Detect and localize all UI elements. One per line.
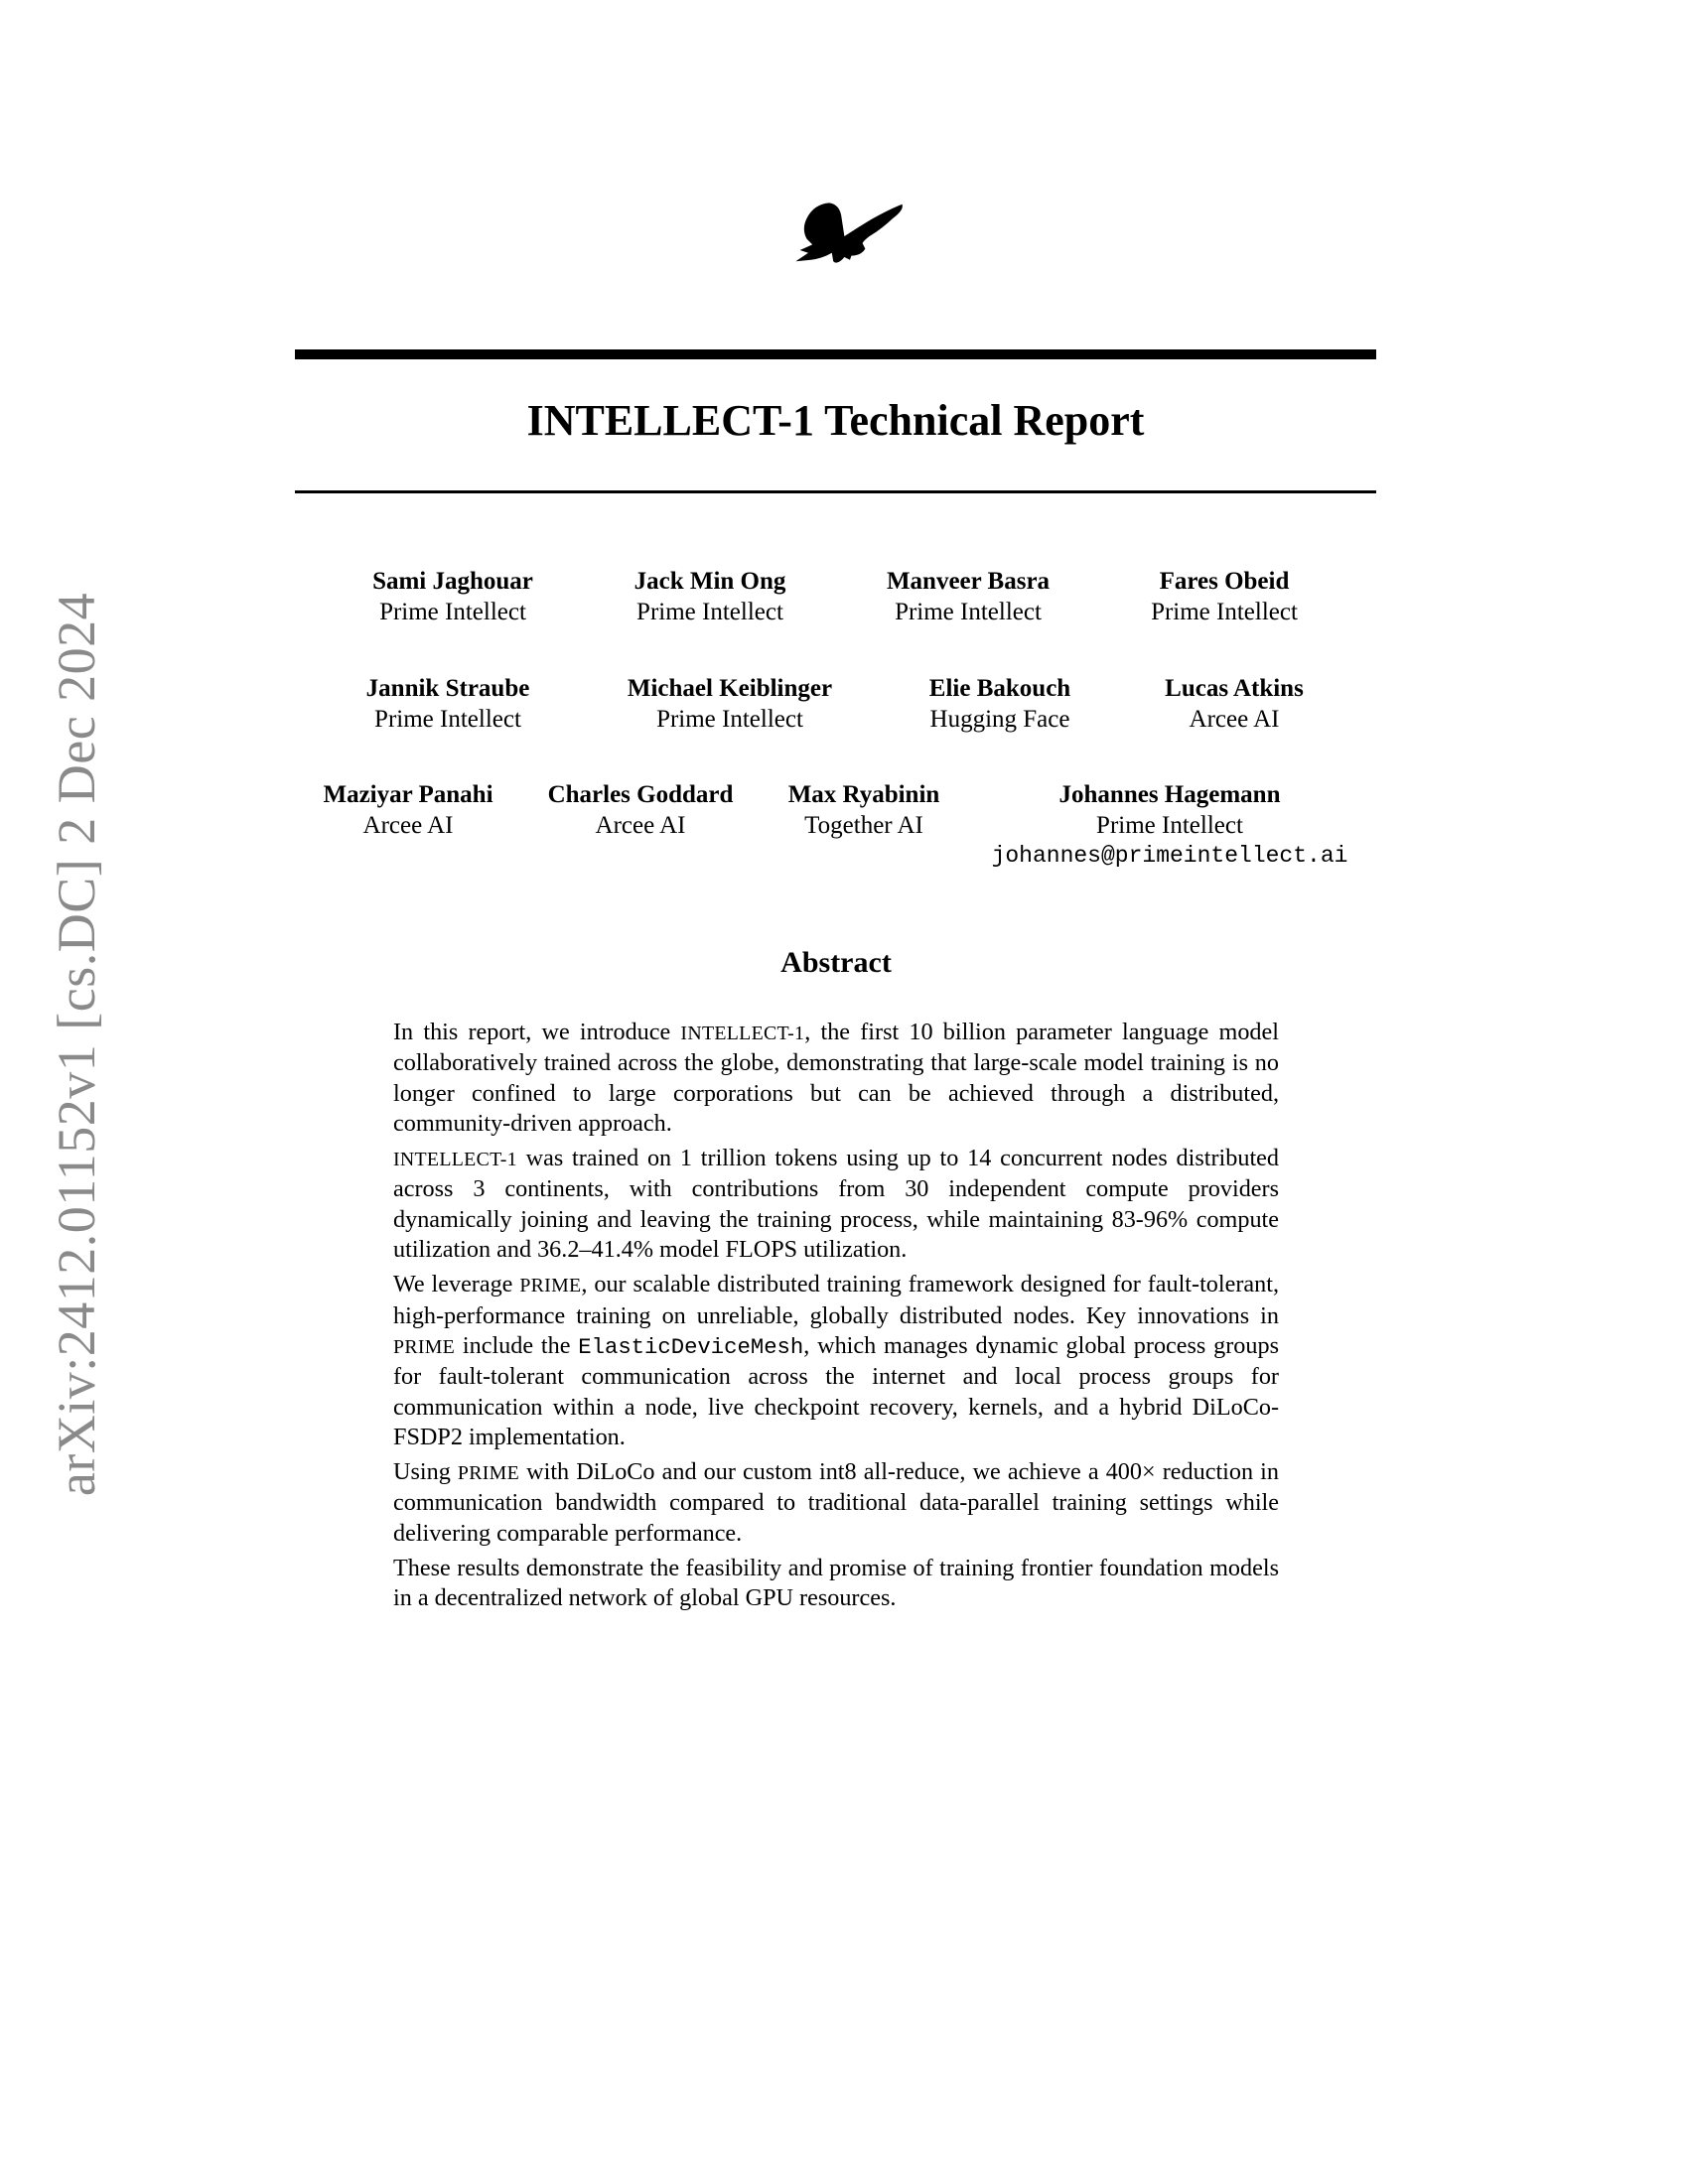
text: was trained on 1 trillion tokens using up to 14 concurrent nodes distributed across 3 continents, with contributions from 30 independent compute providers dynamically joining and leaving the training process, while maintaining 83-96% compute utilization and 36.2–41.4% model FLOPS utilization. (393, 1145, 1279, 1264)
butterfly-logo-icon (767, 191, 906, 275)
author-name: Sami Jaghouar (372, 568, 533, 595)
text: We leverage (393, 1271, 520, 1298)
framework-name: PRIME (519, 1275, 582, 1297)
author-email-link[interactable]: johannes@primeintellect.ai (991, 843, 1348, 869)
author-affiliation: Together AI (804, 812, 923, 839)
title-rule (295, 490, 1376, 493)
arxiv-identifier-stamp: arXiv:2412.01152v1 [cs.DC] 2 Dec 2024 (47, 592, 106, 1497)
author-block (1151, 566, 1298, 627)
author-block (323, 779, 492, 841)
author-name: Lucas Atkins (1165, 675, 1304, 702)
author-block (992, 779, 1348, 872)
model-name: INTELLECT-1 (393, 1149, 517, 1171)
author-block (628, 673, 832, 735)
text: include the (455, 1331, 579, 1359)
abstract-paragraph (393, 1018, 1279, 1139)
author-affiliation: Prime Intellect (656, 706, 803, 733)
author-name: Elie Bakouch (928, 675, 1071, 702)
author-affiliation: Arcee AI (1189, 706, 1280, 733)
author-name: Michael Keiblinger (627, 675, 833, 702)
author-affiliation: Prime Intellect (1096, 812, 1243, 839)
author-block (372, 566, 533, 627)
author-block (929, 673, 1070, 735)
author-name: Jack Min Ong (633, 568, 786, 595)
author-name: Jannik Straube (365, 675, 530, 702)
author-block (1165, 673, 1304, 735)
author-block (887, 566, 1050, 627)
author-name: Charles Goddard (547, 781, 734, 808)
text: , our scalable distributed training framework designed for fault-tolerant, high-performance training on unreliable, globally distributed nodes. Key innovations in (393, 1271, 1279, 1329)
text: with DiLoCo and our custom int8 all-reduce, we achieve a 400× reduction in communication bandwidth compared to traditional data-parallel training settings while delivering comparable performance. (393, 1458, 1279, 1547)
author-affiliation: Prime Intellect (379, 599, 526, 625)
abstract-body (393, 1018, 1279, 1619)
code-term: ElasticDeviceMesh (578, 1333, 804, 1360)
author-affiliation: Arcee AI (362, 812, 454, 839)
text: Using (393, 1458, 458, 1486)
author-block (548, 779, 734, 841)
abstract-paragraph (393, 1457, 1279, 1549)
text: , the first 10 billion parameter language model collaboratively trained across the globe, demonstrating that large-scale model training is no longer confined to large corporations but can be achieved through a distributed, community-driven approach. (393, 1019, 1279, 1137)
author-name: Max Ryabinin (787, 781, 940, 808)
author-block (634, 566, 786, 627)
abstract-heading: Abstract (780, 946, 892, 979)
paper-title: INTELLECT-1 Technical Report (526, 396, 1145, 445)
top-rule (295, 349, 1376, 359)
author-name: Johannes Hagemann (1058, 781, 1281, 808)
author-name: Maziyar Panahi (323, 781, 493, 808)
author-block (788, 779, 940, 841)
author-affiliation: Prime Intellect (636, 599, 783, 625)
author-name: Fares Obeid (1159, 568, 1290, 595)
author-affiliation: Arcee AI (595, 812, 686, 839)
abstract-paragraph (393, 1270, 1279, 1452)
author-name: Manveer Basra (886, 568, 1051, 595)
framework-name: PRIME (393, 1335, 456, 1358)
text: , which manages dynamic global process groups for fault-tolerant communication across the internet and local process groups for communication within a node, live checkpoint recovery, kernels, and a hybrid DiLoCo-FSDP2 implementation. (393, 1331, 1279, 1450)
author-affiliation: Prime Intellect (374, 706, 521, 733)
author-affiliation: Prime Intellect (1151, 599, 1298, 625)
text: These results demonstrate the feasibility and promise of training frontier foundation models in a decentralized network of global GPU resources. (393, 1555, 1279, 1612)
text: In this report, we introduce (393, 1019, 681, 1045)
abstract-paragraph (393, 1144, 1279, 1265)
author-affiliation: Prime Intellect (895, 599, 1042, 625)
author-block (366, 673, 530, 735)
author-affiliation: Hugging Face (929, 706, 1070, 733)
model-name: INTELLECT-1 (680, 1023, 805, 1044)
abstract-paragraph (393, 1554, 1279, 1614)
framework-name: PRIME (457, 1462, 520, 1485)
